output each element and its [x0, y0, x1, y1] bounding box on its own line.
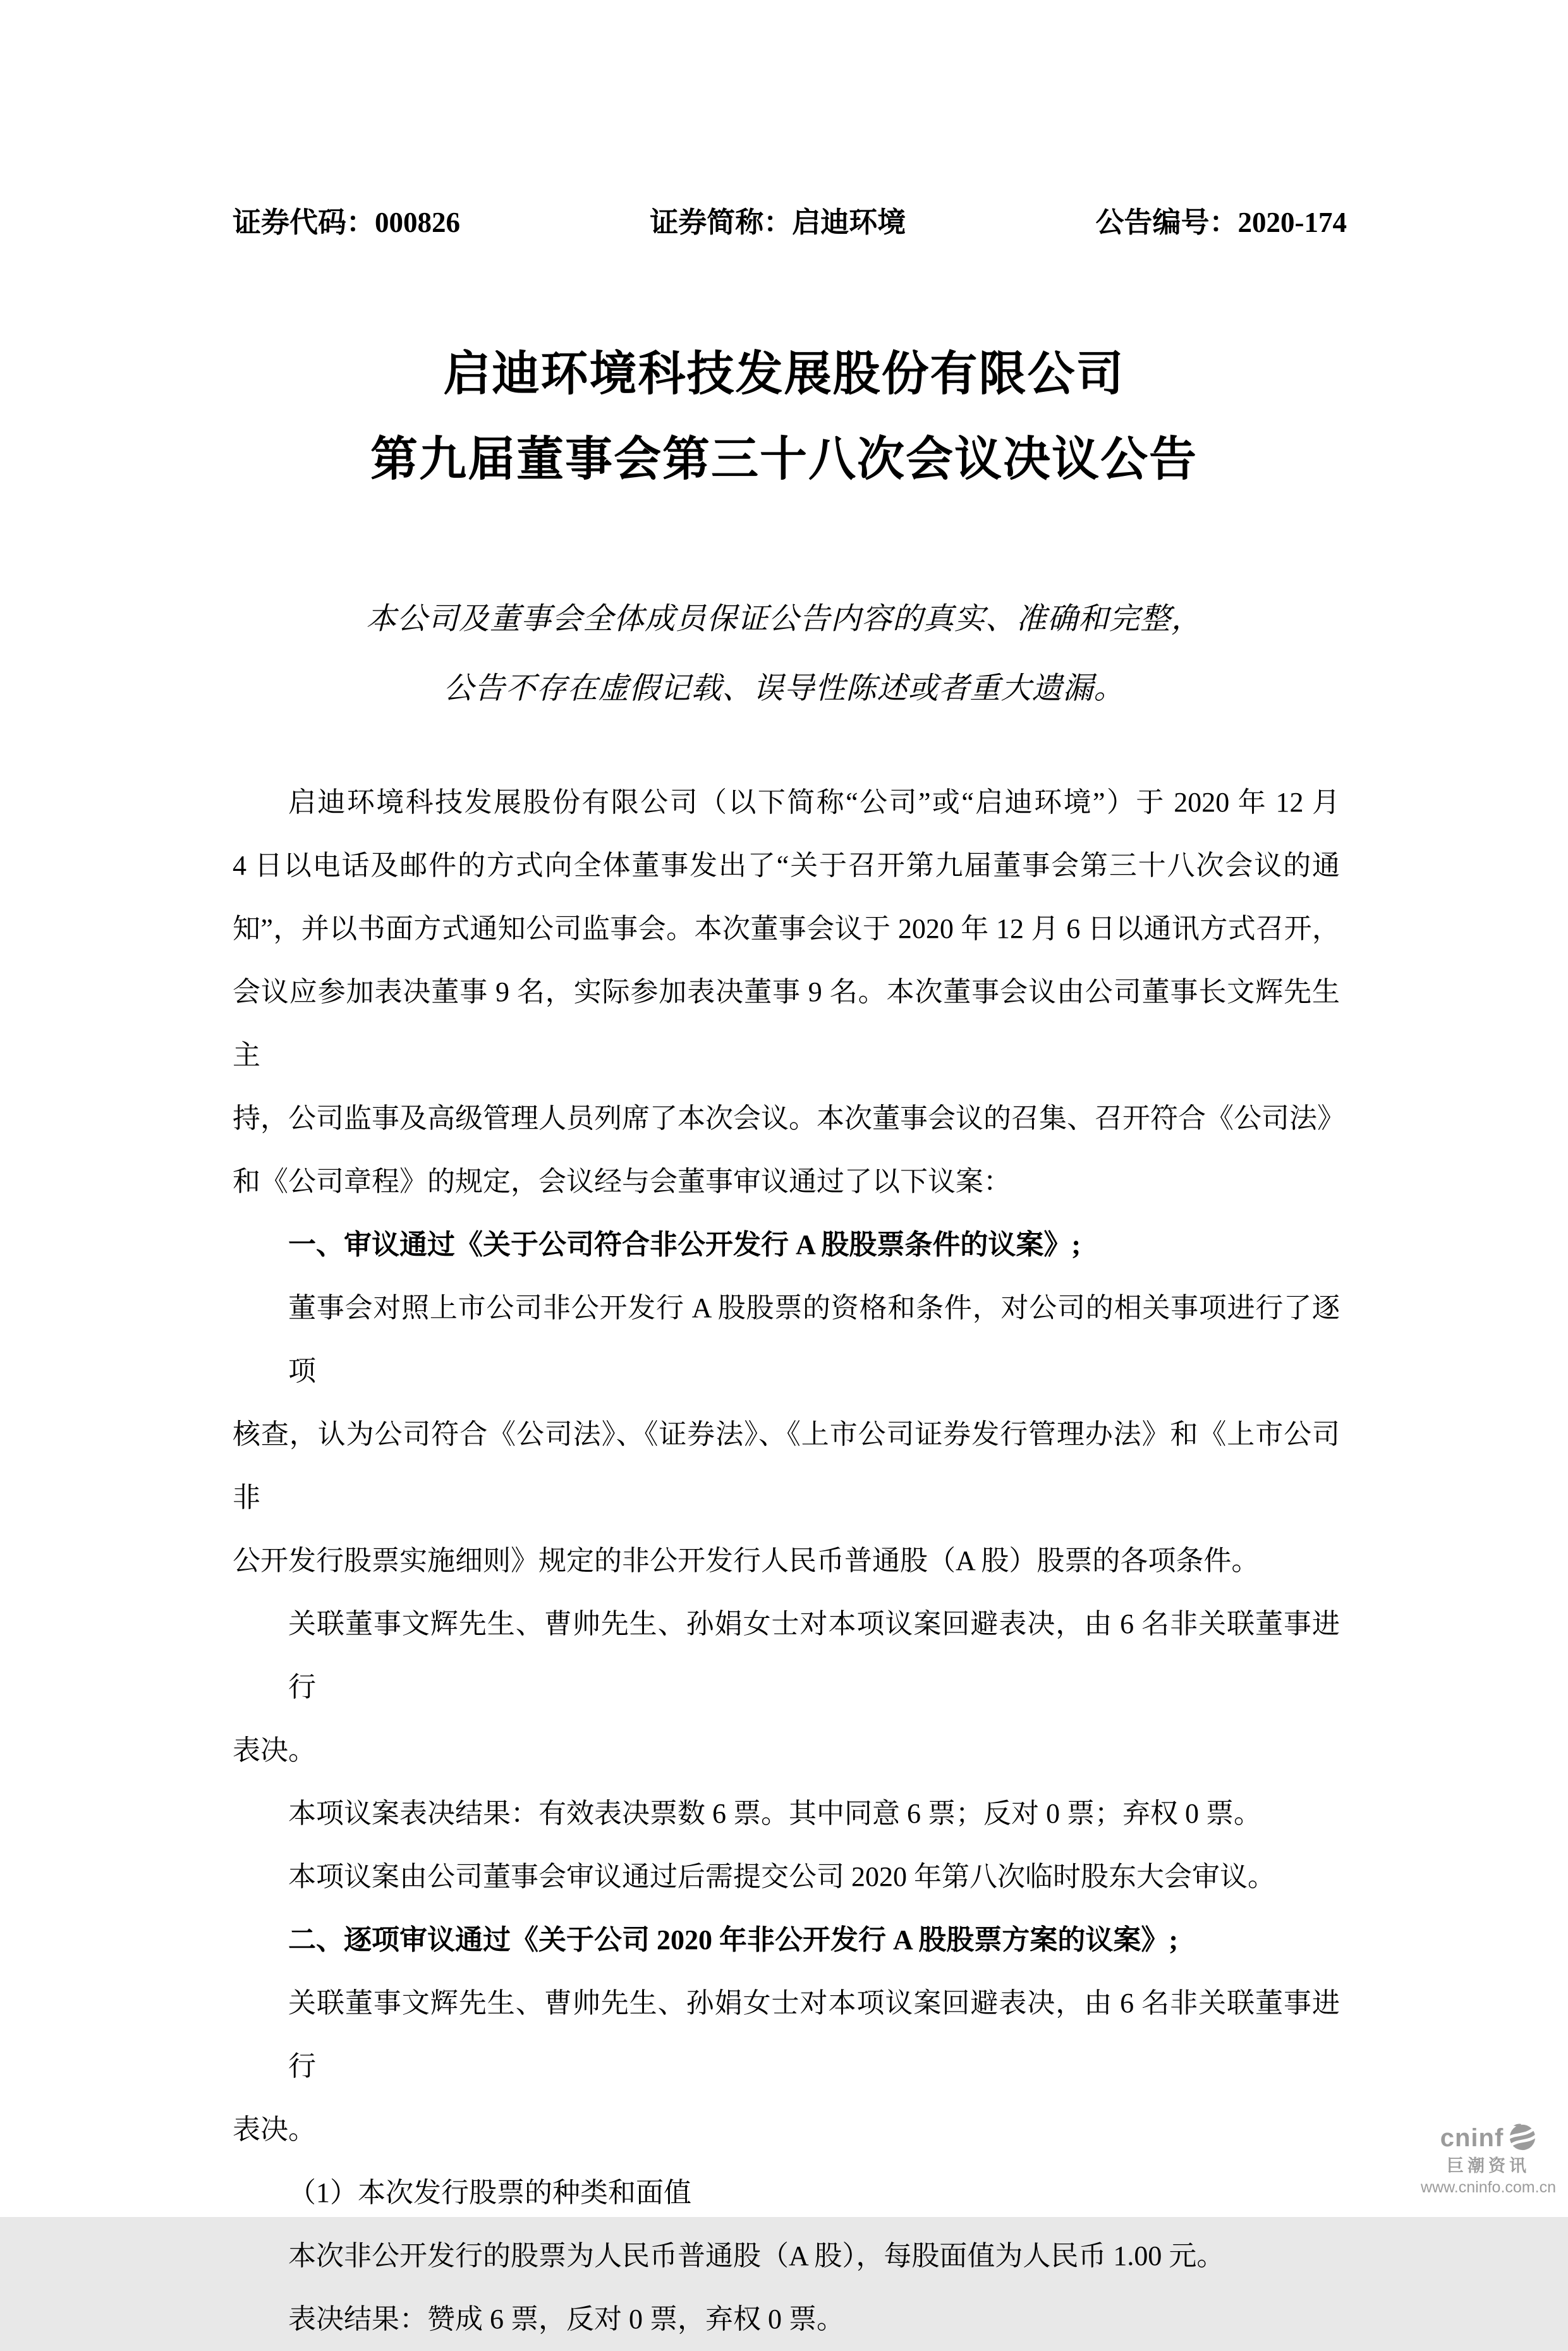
- document-body: [233, 771, 1345, 2351]
- declaration-line-1: 本公司及董事会全体成员保证公告内容的真实、准确和完整，: [365, 602, 1202, 636]
- body-text-line: 持，公司监事及高级管理人员列席了本次会议。本次董事会议的召集、召开符合《公司法》: [233, 1103, 1345, 1134]
- body-text-line: 公开发行股票实施细则》规定的非公开发行人民币普通股（A 股）股票的各项条件。: [233, 1545, 1260, 1576]
- cninfo-brand-row: [1419, 2122, 1558, 2154]
- body-text-line: 启迪环境科技发展股份有限公司（以下简称“公司”或“启迪环境”）于 2020 年 12 月: [288, 787, 1340, 818]
- announcement-number-label: 公告编号：2020-174: [1095, 207, 1347, 238]
- declaration-line-2: 公告不存在虚假记载、误导性陈述或者重大遗漏。: [443, 672, 1125, 705]
- body-text-line: （1）本次发行股票的种类和面值: [288, 2177, 691, 2208]
- body-text-line: 表决。: [233, 1735, 316, 1766]
- company-name-title-line: 启迪环境科技发展股份有限公司: [443, 348, 1125, 401]
- body-text-line: 知”，并以书面方式通知公司监事会。本次董事会议于 2020 年 12 月 6 日以通讯方式召开，: [233, 913, 1340, 944]
- body-text-line: 表决。: [233, 2114, 316, 2145]
- body-text-line: 本次非公开发行的股票为人民币普通股（A 股），每股面值为人民币 1.00 元。: [288, 2240, 1225, 2271]
- cninfo-brand-cn: 巨潮资讯: [1447, 2156, 1530, 2175]
- body-text-line: 本项议案由公司董事会审议通过后需提交公司 2020 年第八次临时股东大会审议。: [288, 1861, 1275, 1892]
- stock-code-label: 证券代码：000826: [233, 207, 461, 238]
- body-text-line: 董事会对照上市公司非公开发行 A 股股票的资格和条件，对公司的相关事项进行了逐项: [288, 1292, 1340, 1387]
- body-text-line: 关联董事文辉先生、曹帅先生、孙娟女士对本项议案回避表决，由 6 名非关联董事进行: [288, 1988, 1340, 2082]
- stock-abbr-label: 证券简称：启迪环境: [650, 207, 906, 238]
- body-text-line: 核查，认为公司符合《公司法》、《证券法》、《上市公司证券发行管理办法》和《上市公司非: [233, 1419, 1340, 1513]
- document-header-row: [233, 199, 1347, 240]
- section-heading-line: 一、审议通过《关于公司符合非公开发行 A 股股票条件的议案》;: [288, 1229, 1081, 1260]
- cninfo-watermark: [1419, 2122, 1558, 2196]
- body-text-line: 和《公司章程》的规定，会议经与会董事审议通过了以下议案：: [233, 1166, 1011, 1197]
- body-text-line: 会议应参加表决董事 9 名，实际参加表决董事 9 名。本次董事会议由公司董事长文辉先生主: [233, 976, 1340, 1071]
- body-text-line: 本项议案表决结果：有效表决票数 6 票。其中同意 6 票；反对 0 票；弃权 0 票。: [288, 1798, 1261, 1829]
- section-heading-line: 二、逐项审议通过《关于公司 2020 年非公开发行 A 股股票方案的议案》;: [288, 1924, 1178, 1955]
- body-text-line: 关联董事文辉先生、曹帅先生、孙娟女士对本项议案回避表决，由 6 名非关联董事进行: [288, 1608, 1340, 1703]
- document-title: [0, 332, 1568, 502]
- cninfo-website: www.cninfo.com.cn: [1421, 2178, 1556, 2196]
- body-text-line: 4 日以电话及邮件的方式向全体董事发出了“关于召开第九届董事会第三十八次会议的通: [233, 850, 1340, 881]
- cninfo-brand-text: cninf: [1440, 2124, 1504, 2152]
- body-text-line: 表决结果：赞成 6 票，反对 0 票，弃权 0 票。: [288, 2304, 844, 2335]
- declaration-statement: [0, 585, 1568, 724]
- meeting-title-line: 第九届董事会第三十八次会议决议公告: [370, 434, 1198, 486]
- cninfo-logo-icon: [1507, 2122, 1536, 2154]
